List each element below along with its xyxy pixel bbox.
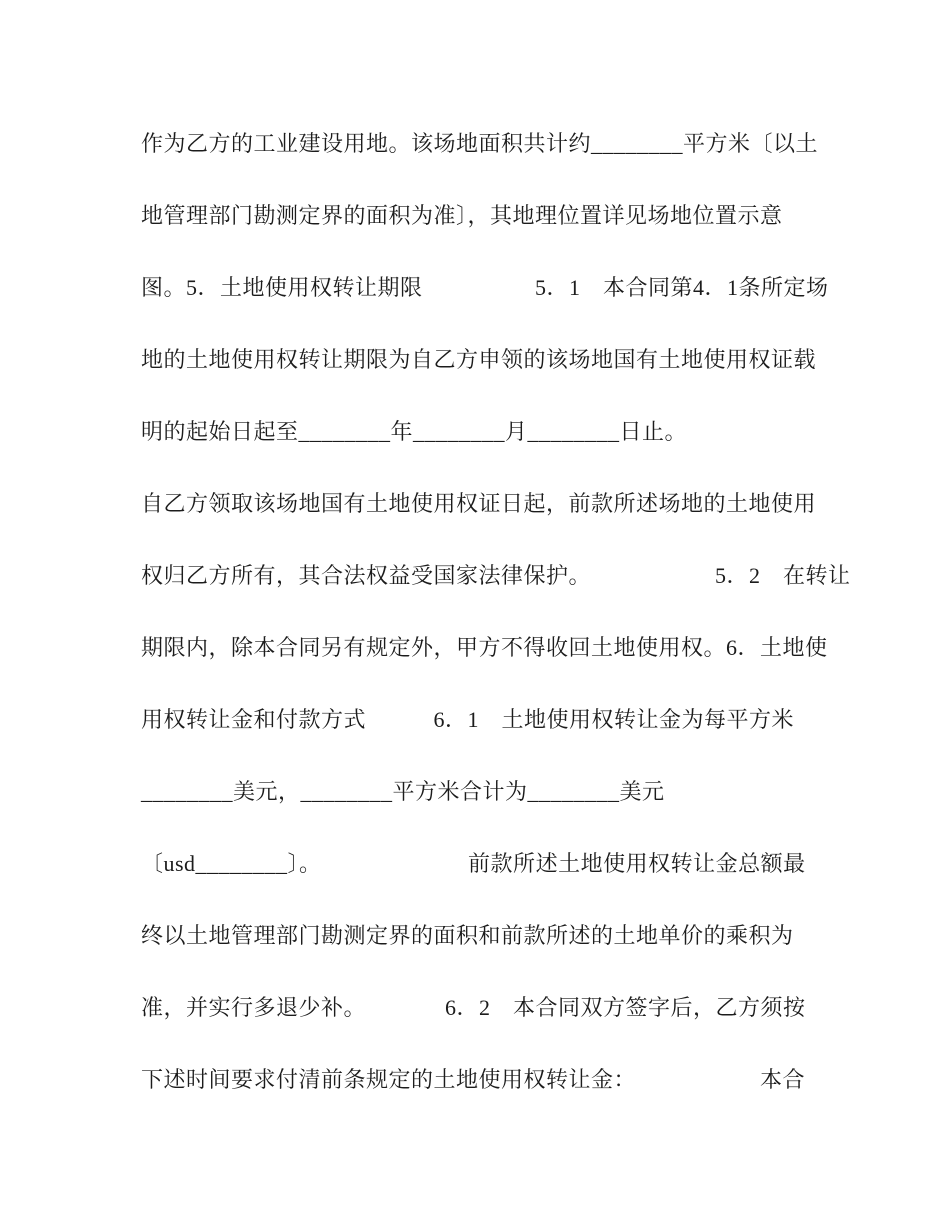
text-line: 准，并实行多退少补。 6．2 本合同双方签字后，乙方须按	[141, 995, 806, 1020]
text-line: 终以土地管理部门勘测定界的面积和前款所述的土地单价的乘积为	[141, 923, 794, 948]
text-line: 期限内，除本合同另有规定外，甲方不得收回土地使用权。6．土地使	[141, 635, 828, 660]
text-line: 〔usd________〕。 前款所述土地使用权转让金总额最	[141, 851, 806, 876]
text-line: 下述时间要求付清前条规定的土地使用权转让金： 本合	[141, 1067, 806, 1092]
text-line: 图。5．土地使用权转让期限 5．1 本合同第4．1条所定场	[141, 275, 829, 300]
text-line: 用权转让金和付款方式 6．1 土地使用权转让金为每平方米	[141, 707, 795, 732]
text-line: 权归乙方所有，其合法权益受国家法律保护。 5．2 在转让	[141, 563, 851, 588]
document-body	[141, 108, 851, 1116]
text-line: ________美元，________平方米合计为________美元	[141, 779, 665, 804]
text-line: 明的起始日起至________年________月________日止。	[141, 419, 688, 444]
text-line: 自乙方领取该场地国有土地使用权证日起，前款所述场地的土地使用	[141, 491, 817, 516]
text-line: 地的土地使用权转让期限为自乙方申领的该场地国有土地使用权证载	[141, 347, 817, 372]
text-line: 作为乙方的工业建设用地。该场地面积共计约________平方米〔以土	[141, 131, 819, 156]
text-line: 地管理部门勘测定界的面积为准〕，其地理位置详见场地位置示意	[141, 203, 783, 228]
